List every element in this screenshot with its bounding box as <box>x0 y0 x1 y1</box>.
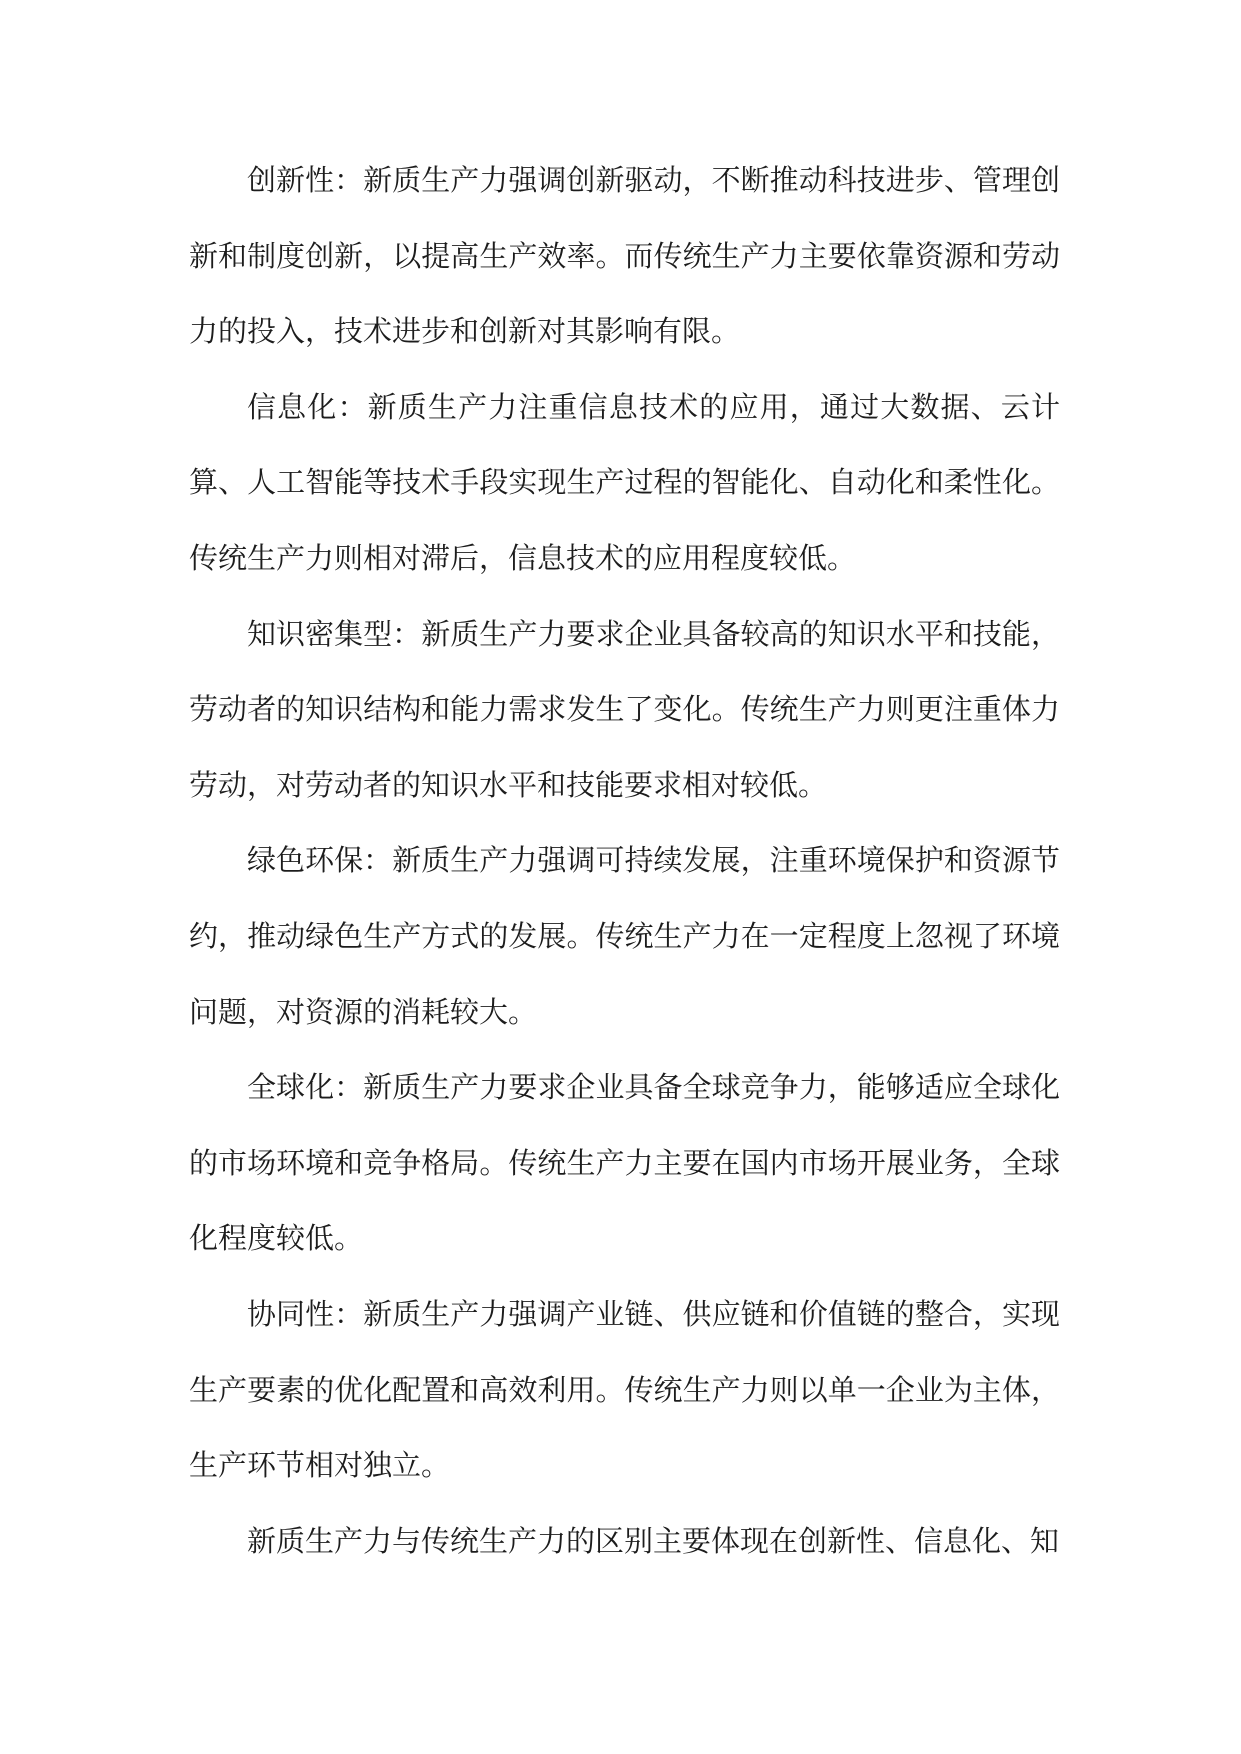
paragraph-collaboration: 协同性：新质生产力强调产业链、供应链和价值链的整合，实现生产要素的优化配置和高效利用。传统生产力则以单一企业为主体，生产环节相对独立。 <box>189 1296 1060 1483</box>
paragraph-informatization: 信息化：新质生产力注重信息技术的应用，通过大数据、云计算、人工智能等技术手段实现生产过程的智能化、自动化和柔性化。传统生产力则相对滞后，信息技术的应用程度较低。 <box>189 389 1060 575</box>
document-body <box>189 143 1060 1579</box>
paragraph-globalization: 全球化：新质生产力要求企业具备全球竞争力，能够适应全球化的市场环境和竞争格局。传统生产力主要在国内市场开展业务，全球化程度较低。 <box>189 1070 1060 1256</box>
paragraph-knowledge-intensive: 知识密集型：新质生产力要求企业具备较高的知识水平和技能，劳动者的知识结构和能力需求发生了变化。传统生产力则更注重体力劳动，对劳动者的知识水平和技能要求相对较低。 <box>189 616 1060 802</box>
paragraph-innovation: 创新性：新质生产力强调创新驱动，不断推动科技进步、管理创新和制度创新，以提高生产效率。而传统生产力主要依靠资源和劳动力的投入，技术进步和创新对其影响有限。 <box>189 163 1060 349</box>
paragraph-green: 绿色环保：新质生产力强调可持续发展，注重环境保护和资源节约，推动绿色生产方式的发展。传统生产力在一定程度上忽视了环境问题，对资源的消耗较大。 <box>189 843 1060 1029</box>
paragraph-summary: 新质生产力与传统生产力的区别主要体现在创新性、信息化、知 <box>247 1523 1060 1558</box>
